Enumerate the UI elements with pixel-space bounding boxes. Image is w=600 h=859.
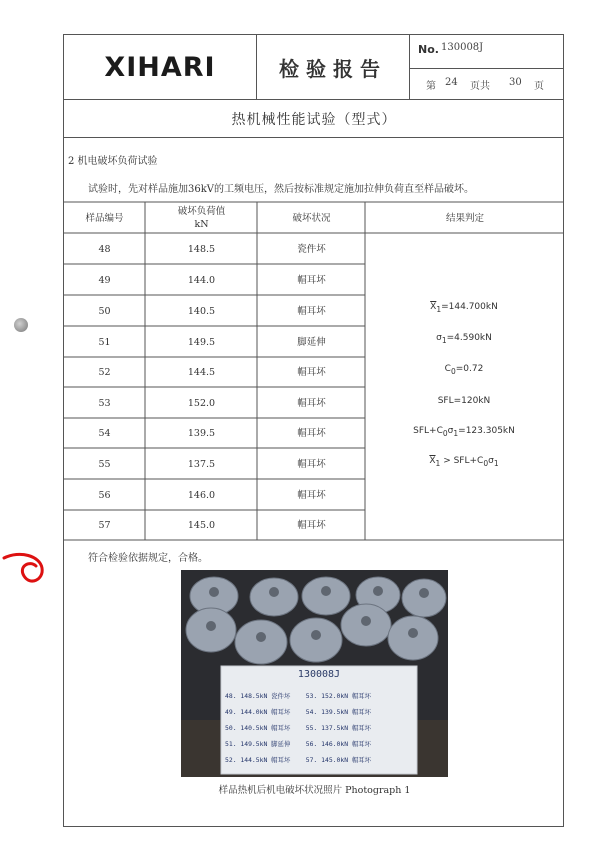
board-note-line: 49. 144.0kN 帽耳坏 54. 139.5kN 帽耳坏 xyxy=(225,708,372,716)
table-cell-id: 51 xyxy=(98,336,111,348)
page-mid: 页共 xyxy=(470,81,490,92)
table-cell-load: 140.5 xyxy=(187,305,216,317)
page-prefix: 第 xyxy=(426,81,436,92)
table-cell-id: 56 xyxy=(98,489,111,501)
table-cell-status: 帽耳坏 xyxy=(297,520,326,531)
table-cell-id: 54 xyxy=(98,428,111,439)
test-heading: 2 机电破坏负荷试验 xyxy=(68,156,158,167)
board-note-line: 51. 149.5kN 脚延伸 56. 146.0kN 帽耳坏 xyxy=(225,740,372,748)
column-header-load-label: 破坏负荷值 xyxy=(177,206,226,217)
board-note-line: 48. 148.5kN 瓷件坏 53. 152.0kN 帽耳坏 xyxy=(225,692,372,700)
page-current: 24 xyxy=(445,77,458,88)
table-cell-load: 152.0 xyxy=(187,397,216,409)
table-cell-id: 52 xyxy=(98,367,111,378)
table-cell-load: 146.0 xyxy=(187,489,216,501)
table-cell-load: 145.0 xyxy=(187,520,216,531)
table-cell-id: 49 xyxy=(98,274,111,286)
table-cell-load: 144.0 xyxy=(187,274,216,286)
section-title: 热机械性能试验（型式） xyxy=(231,112,397,128)
table-cell-status: 帽耳坏 xyxy=(297,428,326,439)
column-header-status: 破坏状况 xyxy=(292,212,331,224)
page-suffix: 页 xyxy=(534,81,544,92)
table-cell-status: 帽耳坏 xyxy=(297,367,326,378)
board-note-line: 52. 144.5kN 帽耳坏 57. 145.0kN 帽耳坏 xyxy=(225,756,372,764)
table-cell-status: 帽耳坏 xyxy=(297,397,326,409)
table-cell-status: 帽耳坏 xyxy=(297,305,326,317)
table-cell-status: 脚延伸 xyxy=(297,336,326,348)
table-cell-id: 57 xyxy=(98,520,111,531)
column-header-load-unit: kN xyxy=(194,219,209,230)
result-mean: $\overline{X}_1=144.700kN$ xyxy=(430,302,498,314)
report-number-label: No. xyxy=(418,43,439,56)
result-c0: $C_0=0.72$ xyxy=(444,364,484,376)
column-header-sample-id: 样品编号 xyxy=(85,212,124,224)
column-header-load xyxy=(146,203,257,233)
photo-caption: 样品热机后机电破坏状况照片 Photograph 1 xyxy=(218,785,411,796)
table-cell-load: 149.5 xyxy=(187,336,216,348)
table-cell-load: 139.5 xyxy=(187,428,216,439)
board-title: 130008J xyxy=(297,669,341,680)
report-number: 130008J xyxy=(441,42,484,53)
table-cell-id: 55 xyxy=(98,458,111,470)
table-cell-id: 50 xyxy=(98,305,111,317)
table-cell-status: 帽耳坏 xyxy=(297,458,326,470)
table-cell-status: 帽耳坏 xyxy=(297,274,326,286)
table-cell-status: 瓷件坏 xyxy=(297,243,326,255)
page-total: 30 xyxy=(509,77,522,88)
table-cell-id: 53 xyxy=(98,397,111,409)
result-comparison: $\overline{X}_1 > SFL+C_0\sigma_1$ xyxy=(429,456,499,468)
board-notes xyxy=(225,688,415,768)
result-sfl: SFL=120kN xyxy=(437,396,491,406)
test-description: 试验时，先对样品施加36kV的工频电压，然后按标准规定施加拉伸负荷直至样品破坏。 xyxy=(88,184,475,195)
company-logo: XIHARI xyxy=(104,51,216,83)
column-header-result: 结果判定 xyxy=(445,212,484,224)
board-note-line: 50. 140.5kN 帽耳坏 55. 137.5kN 帽耳坏 xyxy=(225,724,372,732)
test-photograph xyxy=(181,570,448,777)
conclusion-text: 符合检验依据规定，合格。 xyxy=(88,553,208,564)
result-combination: $SFL+C_0\sigma_1=123.305kN$ xyxy=(413,426,515,438)
table-cell-status: 帽耳坏 xyxy=(297,489,326,501)
table-cell-load: 144.5 xyxy=(187,367,216,378)
result-sigma: $\sigma_1=4.590kN$ xyxy=(436,333,492,345)
table-cell-load: 148.5 xyxy=(187,243,216,255)
table-cell-load: 137.5 xyxy=(187,458,216,470)
report-title: 检验报告 xyxy=(279,56,387,81)
table-cell-id: 48 xyxy=(98,243,111,255)
